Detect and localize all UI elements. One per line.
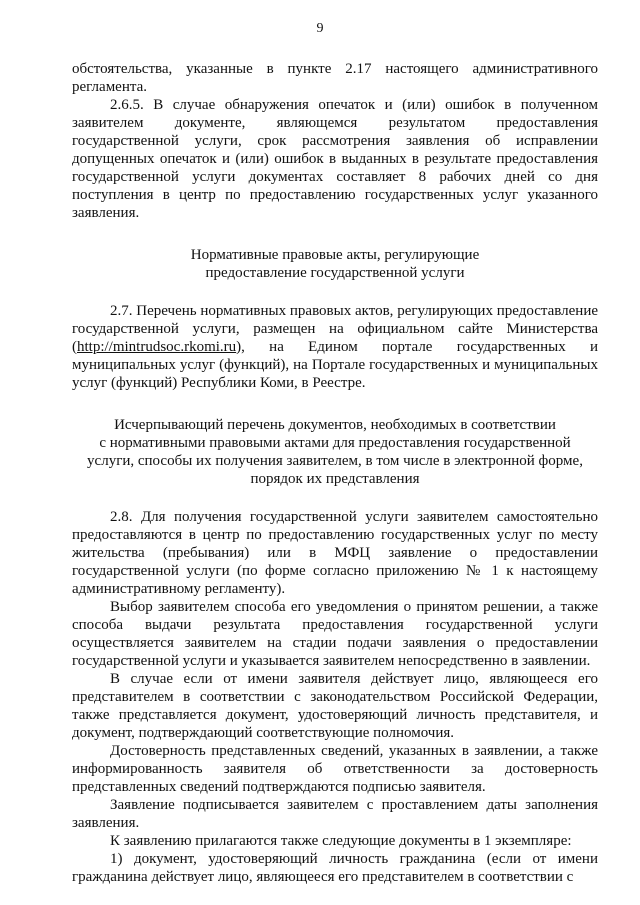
- paragraph-attached-documents: К заявлению прилагаются также следующие документы в 1 экземпляре:: [110, 833, 572, 849]
- paragraph-continuation: обстоятельства, указанные в пункте 2.17 настоящего административного регламента.: [72, 61, 598, 95]
- paragraph-notification-choice: Выбор заявителем способа его уведомления о принятом решении, а также способа выдачи результата предоставления государственной услуги осуществляется заявителем на стадии подачи заявления о предоставлении государственной услуги и указывается заявителем непосредственно в заявлении.: [72, 599, 598, 669]
- list-item-1: 1) документ, удостоверяющий личность гражданина (если от имени гражданина действует лицо, являющееся его представителем в соответствии с: [72, 851, 598, 885]
- section-heading-normative-acts: [72, 246, 598, 282]
- heading-line: с нормативными правовыми актами для предоставления государственной: [99, 435, 571, 451]
- page-number: 9: [316, 21, 324, 36]
- ministry-website-link[interactable]: http://mintrudsoc.rkomi.ru: [77, 339, 237, 355]
- paragraph-reliability: Достоверность представленных сведений, указанных в заявлении, а также информированность заявителя об ответственности за достоверность представленных сведений подтверждаются подписью заявителя.: [72, 743, 598, 795]
- heading-line: Нормативные правовые акты, регулирующие: [190, 247, 480, 263]
- paragraph-2-6-5: 2.6.5. В случае обнаружения опечаток и (или) ошибок в полученном заявителем документе, являющемся результатом предоставления государственной услуги, срок рассмотрения заявления об исправлении допущенных опечаток и (или) ошибок в выданных в результате предоставления государственной услуги документах составляет 8 рабочих дней со дня поступления в центр по предоставлению государственных услуг указанного заявления.: [72, 97, 598, 221]
- paragraph-representative: В случае если от имени заявителя действует лицо, являющееся его представителем в соответствии с законодательством Российской Федерации, также представляется документ, удостоверяющий личность представителя, и документ, подтверждающий соответствующие полномочия.: [72, 671, 598, 741]
- paragraph-text: 2.7. Перечень нормативных правовых актов, регулирующих предоставление государственной услуги, размещен на официальном сайте Министерства (: [72, 303, 598, 355]
- heading-line: услуги, способы их получения заявителем, в том числе в электронной форме,: [87, 453, 583, 469]
- heading-line: Исчерпывающий перечень документов, необходимых в соответствии: [114, 417, 556, 433]
- heading-line: предоставление государственной услуги: [205, 265, 465, 281]
- paragraph-2-7: [72, 302, 598, 392]
- paragraph-text: ), на Едином портале государственных и муниципальных услуг (функций), на Портале государственных и муниципальных услуг (функций) Республики Коми, в Реестре.: [72, 339, 598, 391]
- section-heading-documents: [72, 416, 598, 488]
- heading-line: порядок их представления: [250, 471, 420, 487]
- document-body: [72, 60, 598, 886]
- paragraph-2-8: 2.8. Для получения государственной услуги заявителем самостоятельно предоставляются в центр по предоставлению государственных услуг по месту жительства (пребывания) или в МФЦ заявление о предоставлении государственной услуги (по форме согласно приложению № 1 к настоящему административному регламенту).: [72, 509, 598, 597]
- paragraph-signature: Заявление подписывается заявителем с проставлением даты заполнения заявления.: [72, 797, 598, 831]
